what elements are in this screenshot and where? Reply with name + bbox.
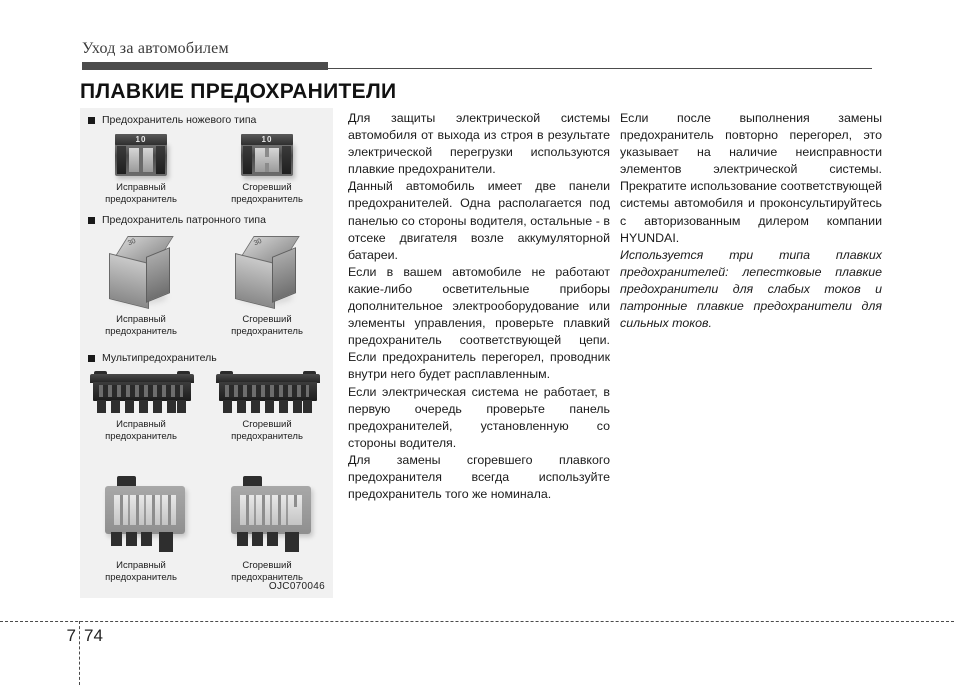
blade-fuse-leg-left [243, 146, 252, 174]
blade-fuse-top [115, 134, 167, 145]
caption-line-2: предохранитель [105, 430, 177, 442]
header-rule [82, 62, 872, 70]
caption-line-1: Сгоревший [242, 314, 292, 325]
multi-fuse-box-terminals [235, 532, 309, 550]
cartridge-fuse-rating: 30 [126, 237, 137, 248]
paragraph: Если электрическая система не работает, в первую очередь проверьте панель предохранителей, установленную со стороны водителя. [348, 384, 610, 450]
chapter-title: Уход за автомобилем [82, 40, 229, 57]
multi-fuse-box-blown [231, 476, 311, 554]
blade-fuse-wire [139, 148, 143, 172]
caption-multi-connector-blown [212, 419, 322, 442]
blade-fuse-wire-broken-bottom [265, 163, 269, 172]
caption-line-2: предохранитель [105, 571, 177, 583]
caption-multi-connector-good [86, 419, 196, 442]
caption-line-1: Исправный [116, 419, 166, 430]
figure-heading-cartridge-label: Предохранитель патронного типа [102, 214, 266, 226]
header-rule-thin [328, 68, 872, 69]
blade-fuse-top [241, 134, 293, 145]
blade-fuse-wire-broken-top [265, 148, 269, 157]
footer-chapter-number: 7 [66, 626, 76, 645]
multi-fuse-box-terminals [109, 532, 183, 550]
cartridge-fuse-good [107, 236, 177, 310]
paragraph: Если в вашем автомобиле не работают какие-либо осветительные приборы дополнительное электрооборудование или элементы управления, проверьте плавкий предохранитель соответствующей цепи. Если предохранитель перегорел, проводник внутри него будет расплавленным. [348, 264, 610, 382]
blade-fuse-leg-right [156, 146, 165, 174]
figure-heading-blade-label: Предохранитель ножевого типа [102, 114, 257, 126]
multi-fuse-box-good [105, 476, 185, 554]
caption-line-2: предохранитель [231, 325, 303, 337]
multi-fuse-box-windows [114, 495, 176, 525]
figure-heading-multi-label: Мультипредохранитель [102, 352, 217, 364]
footer-divider [0, 621, 954, 622]
blade-fuse-rating: 10 [261, 135, 273, 144]
multi-fuse-connector-good [90, 374, 194, 416]
footer-page-number: 74 [84, 626, 103, 645]
blade-fuse-leg-left [117, 146, 126, 174]
figure-code: OJC070046 [268, 581, 325, 592]
paragraph: Для защиты электрической системы автомобиля от выхода из строя в результате электрической перегрузки используются плавкие предохранители. [348, 111, 610, 177]
blade-fuse-good [111, 132, 171, 178]
caption-line-1: Исправный [116, 560, 166, 571]
blade-fuse-leg-right [282, 146, 291, 174]
cartridge-fuse-rating: 30 [252, 237, 263, 248]
caption-blade-blown [212, 182, 322, 205]
multi-fuse-connector-blown [216, 374, 320, 416]
caption-line-1: Исправный [116, 182, 166, 193]
cartridge-fuse-blown [233, 236, 303, 310]
page-title: ПЛАВКИЕ ПРЕДОХРАНИТЕЛИ [80, 80, 397, 103]
cartridge-fuse-front-face [109, 253, 149, 309]
caption-multi-box-blown [212, 560, 322, 583]
caption-blade-good [86, 182, 196, 205]
caption-line-2: предохранитель [105, 193, 177, 205]
cartridge-fuse-front-face [235, 253, 275, 309]
multi-fuse-box-windows [240, 495, 302, 525]
multi-fuse-pins [97, 400, 185, 413]
blade-fuse-rating: 10 [135, 135, 147, 144]
caption-line-1: Сгоревший [242, 182, 292, 193]
blade-fuse-blown [237, 132, 297, 178]
cartridge-fuse-side-face [146, 247, 170, 303]
multi-fuse-slots [99, 385, 183, 397]
caption-line-2: предохранитель [231, 430, 303, 442]
figure-panel [80, 108, 333, 598]
caption-line-2: предохранитель [231, 571, 303, 583]
bullet-square-icon [88, 117, 95, 124]
bullet-square-icon [88, 217, 95, 224]
paragraph: Если после выполнения замены предохранитель повторно перегорел, это указывает на наличие неисправности элементов электрической системы. Прекратите использование соответствующей системы автомобиля и проконсультируйтесь с авторизованным дилером компании HYUNDAI. [620, 111, 882, 245]
caption-line-2: предохранитель [231, 193, 303, 205]
footer-vertical-divider [79, 621, 80, 685]
multi-fuse-slots [225, 385, 309, 397]
cartridge-fuse-side-face [272, 247, 296, 303]
body-column-middle [348, 110, 610, 503]
caption-line-2: предохранитель [105, 325, 177, 337]
multi-fuse-pins [223, 400, 311, 413]
caption-cartridge-good [86, 314, 196, 337]
caption-line-1: Сгоревший [242, 419, 292, 430]
paragraph: Данный автомобиль имеет две панели предохранителей. Одна располагается под панелью со стороны водителя, остальные - в отсеке двигателя возле аккумуляторной батареи. [348, 179, 610, 262]
paragraph-italic: Используется три типа плавких предохранителей: лепестковые плавкие предохранители для слабых токов и патронные плавкие предохранители для сильных токов. [620, 247, 882, 331]
header-rule-thick [82, 62, 328, 70]
figure-heading-blade [88, 114, 256, 126]
caption-multi-box-good [86, 560, 196, 583]
caption-line-1: Сгоревший [242, 560, 292, 571]
body-column-right [620, 110, 882, 332]
caption-line-1: Исправный [116, 314, 166, 325]
figure-heading-multi [88, 352, 217, 364]
paragraph: Для замены сгоревшего плавкого предохранителя всегда используйте предохранитель того же номинала. [348, 452, 610, 502]
caption-cartridge-blown [212, 314, 322, 337]
figure-heading-cartridge [88, 214, 266, 226]
bullet-square-icon [88, 355, 95, 362]
